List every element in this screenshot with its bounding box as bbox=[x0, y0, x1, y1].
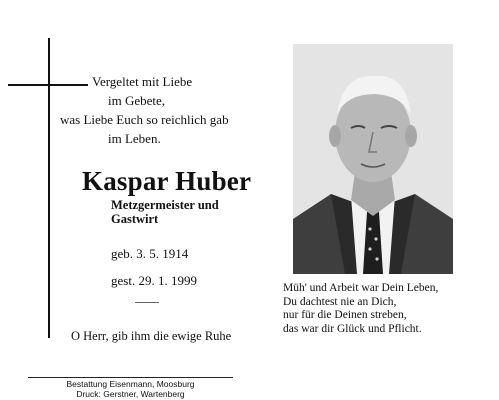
portrait-photo bbox=[293, 44, 453, 274]
separator-line bbox=[135, 302, 159, 303]
verse-left-line-4: im Leben. bbox=[108, 131, 161, 146]
verse-right-line-1: Müh' und Arbeit war Dein Leben, bbox=[283, 282, 439, 294]
verse-right-line-3: nur für die Deinen streben, bbox=[283, 309, 407, 321]
deceased-name: Kaspar Huber bbox=[82, 166, 252, 196]
verse-right-line-4: das war dir Glück und Pflicht. bbox=[283, 322, 422, 335]
prayer-line: O Herr, gib ihm die ewige Ruhe bbox=[71, 329, 232, 343]
footer bbox=[28, 379, 233, 399]
profession-line-2: Gastwirt bbox=[111, 212, 159, 226]
verse-right-line-2: Du dachtest nie an Dich, bbox=[283, 295, 397, 308]
death-date: gest. 29. 1. 1999 bbox=[111, 273, 197, 288]
verse-left-line-3: was Liebe Euch so reichlich gab bbox=[60, 112, 229, 127]
footer-printer: Druck: Gerstner, Wartenberg bbox=[76, 389, 185, 399]
verse-left-line-1: Vergeltet mit Liebe bbox=[92, 74, 193, 89]
profession-line-1: Metzgermeister und bbox=[111, 198, 219, 212]
verse-left-line-2: im Gebete, bbox=[108, 93, 166, 108]
footer-rule bbox=[28, 377, 233, 378]
verse-right bbox=[283, 282, 493, 336]
birth-date: geb. 3. 5. 1914 bbox=[111, 246, 189, 261]
cross-icon-vertical bbox=[48, 38, 50, 338]
portrait-illustration bbox=[293, 44, 453, 274]
verse-left bbox=[60, 72, 290, 148]
footer-funeral-home: Bestattung Eisenmann, Moosburg bbox=[66, 379, 195, 389]
profession bbox=[111, 198, 219, 226]
